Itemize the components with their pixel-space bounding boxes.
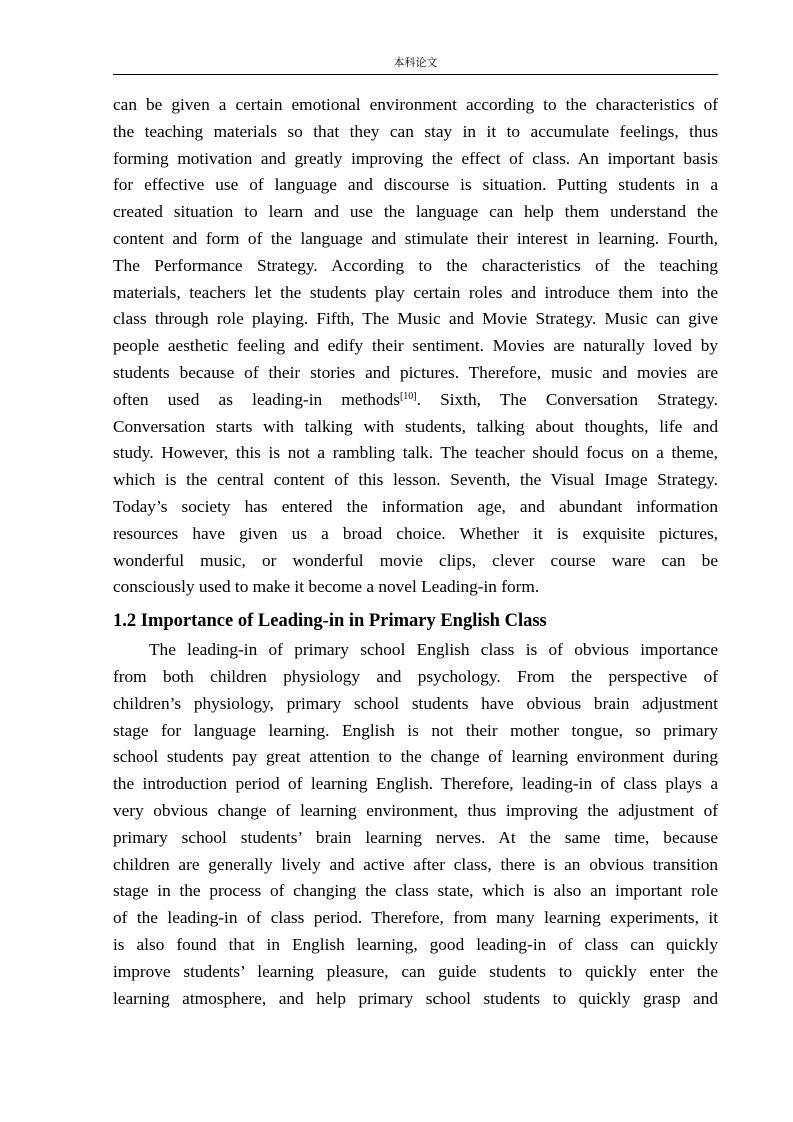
header-rule (113, 74, 718, 75)
paragraph-line: consciously used to make it become a novel Leading-in form. (113, 577, 540, 597)
paragraph-line: for effective use of language and discourse is situation. Putting students in a (113, 175, 718, 195)
paragraph-line: students because of their stories and pictures. Therefore, music and movies are (113, 362, 718, 382)
paragraph-line: from both children physiology and psychology. From the perspective of (113, 666, 718, 686)
body-text (113, 92, 718, 1012)
paragraph-line: children are generally lively and active after class, there is an obvious transition (113, 854, 718, 874)
paragraph-line: Conversation starts with talking with students, talking about thoughts, life and (113, 416, 718, 436)
paragraph-line: The leading-in of primary school English class is of obvious importance (149, 640, 718, 660)
paragraph-line: wonderful music, or wonderful movie clips, clever course ware can be (113, 550, 718, 570)
line-text: . Sixth, The Conversation Strategy. (416, 389, 718, 409)
paragraph-line: the teaching materials so that they can stay in it to accumulate feelings, thus (113, 121, 718, 141)
paragraph-line: people aesthetic feeling and edify their sentiment. Movies are naturally loved by (113, 336, 718, 356)
paragraph-line: learning atmosphere, and help primary school students to quickly grasp and (113, 988, 718, 1008)
paragraph-line: is also found that in English learning, good leading-in of class can quickly (113, 934, 718, 954)
paragraph-line: resources have given us a broad choice. Whether it is exquisite pictures, (113, 523, 718, 543)
paragraph-line: primary school students’ brain learning nerves. At the same time, because (113, 827, 718, 847)
paragraph-line: content and form of the language and stimulate their interest in learning. Fourth, (113, 228, 718, 248)
paragraph-2 (113, 637, 718, 1012)
paragraph-1 (113, 92, 718, 601)
line-text: often used as leading-in methods (113, 389, 400, 409)
paragraph-line: class through role playing. Fifth, The Music and Movie Strategy. Music can give (113, 309, 718, 329)
paragraph-line: of the leading-in of class period. Therefore, from many learning experiments, it (113, 908, 718, 928)
paragraph-line: The Performance Strategy. According to the characteristics of the teaching (113, 255, 718, 275)
paragraph-line-with-citation (113, 387, 718, 414)
citation-marker: [10] (399, 390, 417, 402)
section-heading: 1.2 Importance of Leading-in in Primary English Class (113, 611, 547, 632)
paragraph-line: school students pay great attention to the change of learning environment during (113, 747, 718, 767)
paragraph-line: which is the central content of this lesson. Seventh, the Visual Image Strategy. (113, 470, 718, 490)
paragraph-line: children’s physiology, primary school students have obvious brain adjustment (113, 693, 718, 713)
paragraph-line: stage in the process of changing the class state, which is also an important role (113, 881, 718, 901)
running-header: 本科论文 (393, 57, 438, 69)
paragraph-line: stage for language learning. English is not their mother tongue, so primary (113, 720, 718, 740)
paragraph-line: the introduction period of learning English. Therefore, leading-in of class plays a (113, 774, 718, 794)
paragraph-line: study. However, this is not a rambling talk. The teacher should focus on a theme, (113, 443, 718, 463)
paragraph-line: improve students’ learning pleasure, can guide students to quickly enter the (113, 961, 718, 981)
paragraph-line: can be given a certain emotional environment according to the characteristics of (113, 95, 718, 114)
paragraph-line: forming motivation and greatly improving the effect of class. An important basis (113, 148, 718, 168)
paragraph-line: materials, teachers let the students play certain roles and introduce them into the (113, 282, 718, 302)
paragraph-line: Today’s society has entered the information age, and abundant information (113, 496, 718, 516)
paragraph-line: created situation to learn and use the language can help them understand the (113, 202, 718, 222)
paragraph-line: very obvious change of learning environment, thus improving the adjustment of (113, 800, 718, 820)
